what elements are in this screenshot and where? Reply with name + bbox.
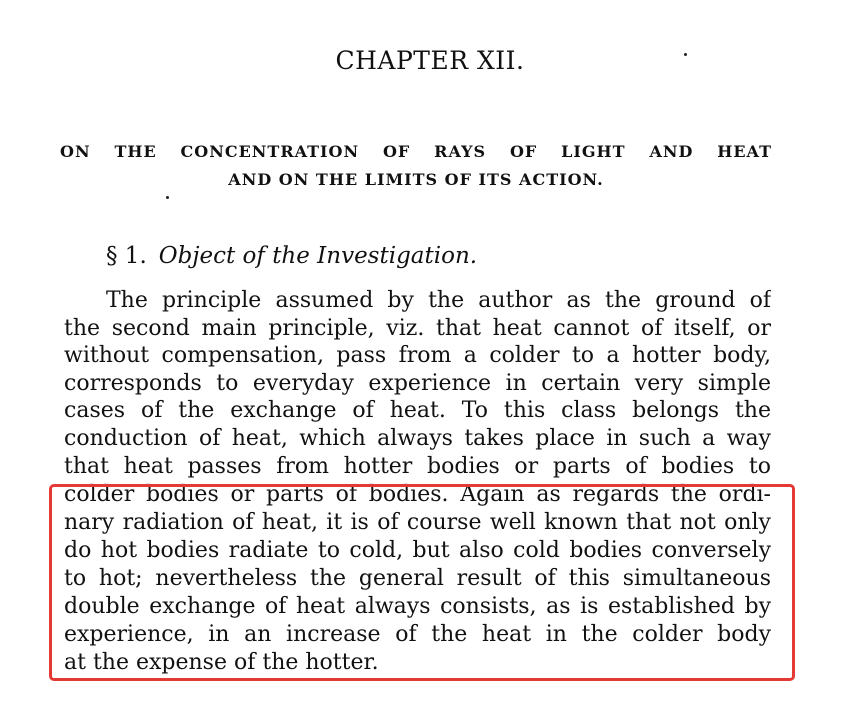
paragraph-line: colder bodies or parts of bodies. Again as regards the ordi-	[64, 482, 771, 507]
chapter-title: CHAPTER XII.	[335, 46, 525, 75]
paragraph-line: nary radiation of heat, it is of course well known that not only	[64, 510, 771, 535]
paragraph-line: the second main principle, viz. that heat cannot of itself, or	[64, 316, 771, 341]
paragraph-line: experience, in an increase of the heat in the colder body	[64, 622, 771, 647]
paragraph-line: corresponds to everyday experience in certain very simple	[64, 371, 771, 396]
paragraph-line: conduction of heat, which always takes place in such a way	[64, 426, 771, 451]
paragraph-line: to hot; nevertheless the general result of this simultaneous	[64, 566, 771, 591]
cut-off-next-line	[64, 680, 771, 692]
paragraph-line: double exchange of heat always consists, as is established by	[64, 594, 771, 619]
section-title: Object of the Investigation.	[158, 243, 478, 269]
speck-mark	[166, 196, 169, 199]
paragraph-line: that heat passes from hotter bodies or parts of bodies to	[64, 454, 771, 479]
paragraph-line: at the expense of the hotter.	[64, 650, 379, 675]
chapter-subheading-line-2: AND ON THE LIMITS OF ITS ACTION.	[228, 170, 604, 189]
section-heading	[106, 243, 477, 269]
paragraph-line: do hot bodies radiate to cold, but also cold bodies conversely	[64, 538, 771, 563]
section-number: § 1.	[106, 243, 147, 269]
paragraph-line: cases of the exchange of heat. To this class belongs the	[64, 398, 771, 423]
paragraph-line: The principle assumed by the author as the ground of	[106, 288, 771, 313]
chapter-subheading-line-1: ON THE CONCENTRATION OF RAYS OF LIGHT AND HEAT	[60, 142, 772, 161]
paragraph-line: without compensation, pass from a colder to a hotter body,	[64, 343, 771, 368]
